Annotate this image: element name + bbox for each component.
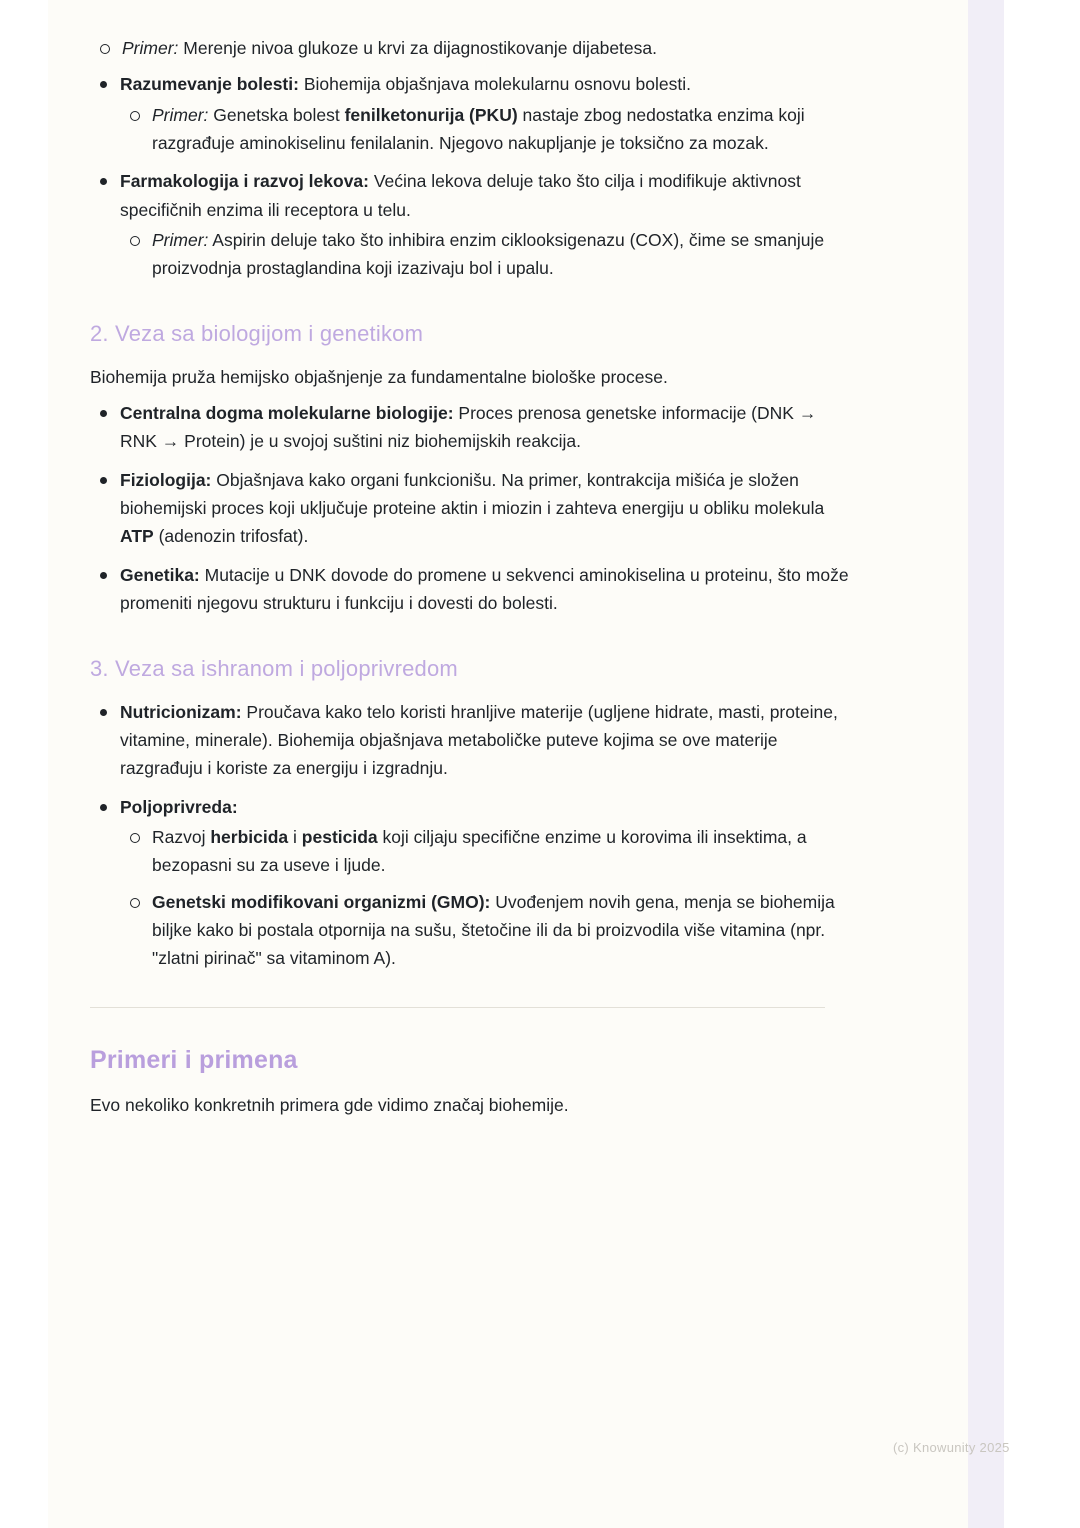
sub-list — [120, 226, 850, 283]
list-intro-bullets — [90, 70, 850, 282]
bullet-text: Većina lekova deluje tako što cilja i modifikuje aktivnost specifičnih enzima ili receptora u telu. — [120, 171, 801, 220]
list-section-3 — [90, 698, 850, 973]
bullet-text: Proučava kako telo koristi hranljive materije (ugljene hidrate, masti, proteine, vitamine, minerale). Biohemija objašnjava metaboličke puteve kojima se ove materije razgrađuju i koriste za energiju i izgradnju. — [120, 701, 838, 779]
list-item — [120, 226, 850, 283]
sub-text: Uvođenjem novih gena, menja se biohemija biljke kako bi postala otpornija na sušu, štetočine ili da bi proizvodila više vitamina (npr. "zlatni pirinač" sa vitaminom A). — [152, 891, 835, 969]
bullet-text: Mutacije u DNK dovode do promene u sekvenci aminokiselina u proteinu, što može promeniti njegovu strukturu i funkciju i dovesti do bolesti. — [120, 564, 849, 614]
example-text: Merenje nivoa glukoze u krvi za dijagnostikovanje dijabetesa. — [178, 38, 658, 58]
section-heading-4: Primeri i primena — [90, 1045, 298, 1074]
bullet-text: Proces prenosa genetske informacije (DNK → RNK → Protein) je u svojoj suštini niz biohemijskih reakcija. — [120, 403, 817, 452]
sub-text-bold: fenilketonurija (PKU) — [344, 104, 518, 125]
sub-list — [120, 101, 850, 158]
sub-text-c: koji ciljaju specifične enzime u korovima ili insektima, a bezopasni su za useve i ljude. — [152, 826, 807, 876]
list-item — [120, 888, 850, 973]
sub-text-bold-1: herbicida — [210, 826, 289, 847]
bullet-text-a: Objašnjava kako organi funkcionišu. Na primer, kontrakcija mišića je složen biohemijski proces koji uključuje proteine aktin i miozin i zahteva energiju u obliku molekula — [120, 469, 825, 519]
sub-text-b: nastaje zbog nedostatka enzima koji razgrađuje aminokiselinu fenilalanin. Njegovo nakupljanje je toksično za mozak. — [152, 104, 805, 154]
sub-text-bold-2: pesticida — [301, 826, 378, 847]
sub-text: Aspirin deluje tako što inhibira enzim ciklooksigenazu (COX), čime se smanjuje proizvodnja prostaglandina koji izazivaju bol i upalu. — [152, 230, 825, 279]
page-right-margin-strip — [968, 0, 1004, 1528]
list-item — [120, 101, 850, 158]
document-content — [90, 34, 850, 1127]
example-label: Primer: — [152, 230, 209, 251]
bullet-lead: Poljoprivreda: — [120, 796, 238, 817]
list-continued-examples — [90, 34, 850, 62]
list-item — [90, 561, 850, 618]
section-2-intro: Biohemija pruža hemijsko objašnjenje za fundamentalne biološke procese. — [90, 366, 668, 387]
example-label: Primer: — [152, 104, 209, 125]
sub-list — [120, 823, 850, 973]
list-item — [120, 823, 850, 880]
list-item — [90, 167, 850, 282]
sub-text-a: Razvoj — [152, 826, 211, 847]
bullet-text-bold: ATP — [120, 526, 154, 547]
page-outer-background — [1004, 0, 1080, 1528]
sub-text-a: Genetska bolest — [208, 104, 345, 125]
list-item — [90, 70, 850, 157]
list-section-2 — [90, 399, 850, 617]
section-heading-2: 2. Veza sa biologijom i genetikom — [90, 320, 424, 346]
section-divider — [90, 1007, 825, 1008]
bullet-lead: Razumevanje bolesti: — [120, 74, 299, 95]
bullet-lead: Fiziologija: — [120, 469, 212, 490]
sub-text-bold: Genetski modifikovani organizmi (GMO): — [152, 891, 491, 912]
section-heading-3: 3. Veza sa ishranom i poljoprivredom — [90, 655, 458, 681]
bullet-lead: Genetika: — [120, 564, 200, 585]
bullet-lead: Farmakologija i razvoj lekova: — [120, 171, 369, 192]
bullet-text-b: (adenozin trifosfat). — [153, 526, 309, 547]
list-item — [90, 466, 850, 551]
sub-text-b: i — [288, 826, 302, 847]
example-label: Primer: — [122, 38, 179, 58]
list-item — [90, 34, 850, 62]
watermark: (c) Knowunity 2025 — [893, 1440, 1010, 1455]
list-item — [90, 698, 850, 783]
list-item — [90, 399, 850, 456]
bullet-lead: Nutricionizam: — [120, 701, 242, 722]
bullet-text: Biohemija objašnjava molekularnu osnovu bolesti. — [298, 74, 691, 95]
list-item — [90, 793, 850, 973]
bullet-lead: Centralna dogma molekularne biologije: — [120, 403, 454, 424]
section-4-intro: Evo nekoliko konkretnih primera gde vidimo značaj biohemije. — [90, 1094, 569, 1115]
